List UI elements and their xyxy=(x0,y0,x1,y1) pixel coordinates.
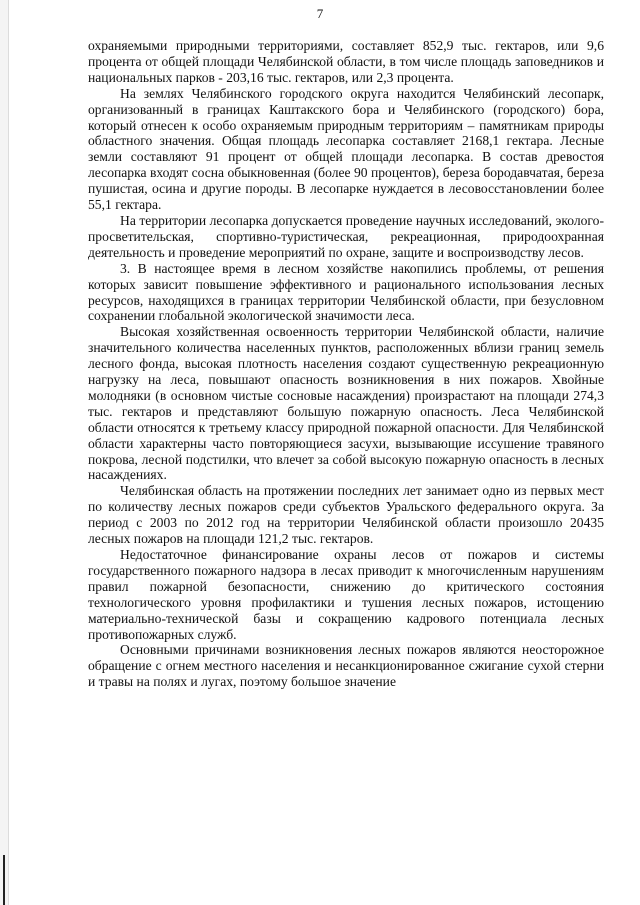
scan-left-edge xyxy=(0,0,9,905)
scan-margin-mark xyxy=(3,855,5,905)
page-number: 7 xyxy=(316,6,324,21)
paragraph-5: Высокая хозяйственная освоенность территории Челябинской области, наличие значительного количества населенных пунктов, расположенных вблизи границ земель лесного фонда, высокая плотность населения создают существенную рекреационную нагрузку на леса, повышают опасность возникновения в них пожаров. Хвойные молодняки (в основном чистые сосновые насаждения) произрастают на площади 274,3 тыс. гектаров и представляют большую пожарную опасность. Леса Челябинской области относятся к третьему классу природной пожарной опасности. Для Челябинской области характерны часто повторяющиеся засухи, вызывающие иссушение травяного покрова, лесной подстилки, что влечет за собой высокую пожарную опасность в лесных насаждениях. xyxy=(88,324,604,483)
paragraph-6: Челябинская область на протяжении последних лет занимает одно из первых мест по количеству лесных пожаров среди субъектов Уральского федерального округа. За период с 2003 по 2012 год на территории Челябинской области произошло 20435 лесных пожаров на площади 121,2 тыс. гектаров. xyxy=(88,483,604,547)
document-body xyxy=(88,38,604,690)
paragraph-2: На землях Челябинского городского округа находится Челябинский лесопарк, организованный в границах Каштакского бора и Челябинского (городского) бора, который отнесен к особо охраняемым природным территориям – памятникам природы областного значения. Общая площадь лесопарка составляет 2168,1 гектара. Лесные земли составляют 91 процент от общей площади лесопарка. В состав древостоя лесопарка входят сосна обыкновенная (более 90 процентов), береза бородавчатая, береза пушистая, осина и другие породы. В лесопарке нуждается в лесовосстановлении более 55,1 гектара. xyxy=(88,85,604,213)
paragraph-7: Недостаточное финансирование охраны лесов от пожаров и системы государственного пожарного надзора в лесах приводит к многочисленным нарушениям правил пожарной безопасности, снижению до критического состояния технологического уровня профилактики и тушения лесных пожаров, истощению материально-технической базы и сокращению кадрового потенциала лесных противопожарных служб. xyxy=(88,547,604,642)
paragraph-8: Основными причинами возникновения лесных пожаров являются неосторожное обращение с огнем местного населения и несанкционированное сжигание сухой стерни и травы на полях и лугах, поэтому большое значение xyxy=(88,642,604,690)
paragraph-3: На территории лесопарка допускается проведение научных исследований, эколого-просветительская, спортивно-туристическая, рекреационная, природоохранная деятельность и проведение мероприятий по охране, защите и воспроизводству лесов. xyxy=(88,212,604,260)
paragraph-1: охраняемыми природными территориями, составляет 852,9 тыс. гектаров, или 9,6 процента от общей площади Челябинской области, в том числе площадь заповедников и национальных парков - 203,16 тыс. гектаров, или 2,3 процента. xyxy=(88,38,604,85)
paragraph-4: 3. В настоящее время в лесном хозяйстве накопились проблемы, от решения которых зависит повышение эффективного и рационального использования лесных ресурсов, находящихся в границах территории Челябинской области, при безусловном сохранении глобальной экологической значимости леса. xyxy=(88,260,604,324)
